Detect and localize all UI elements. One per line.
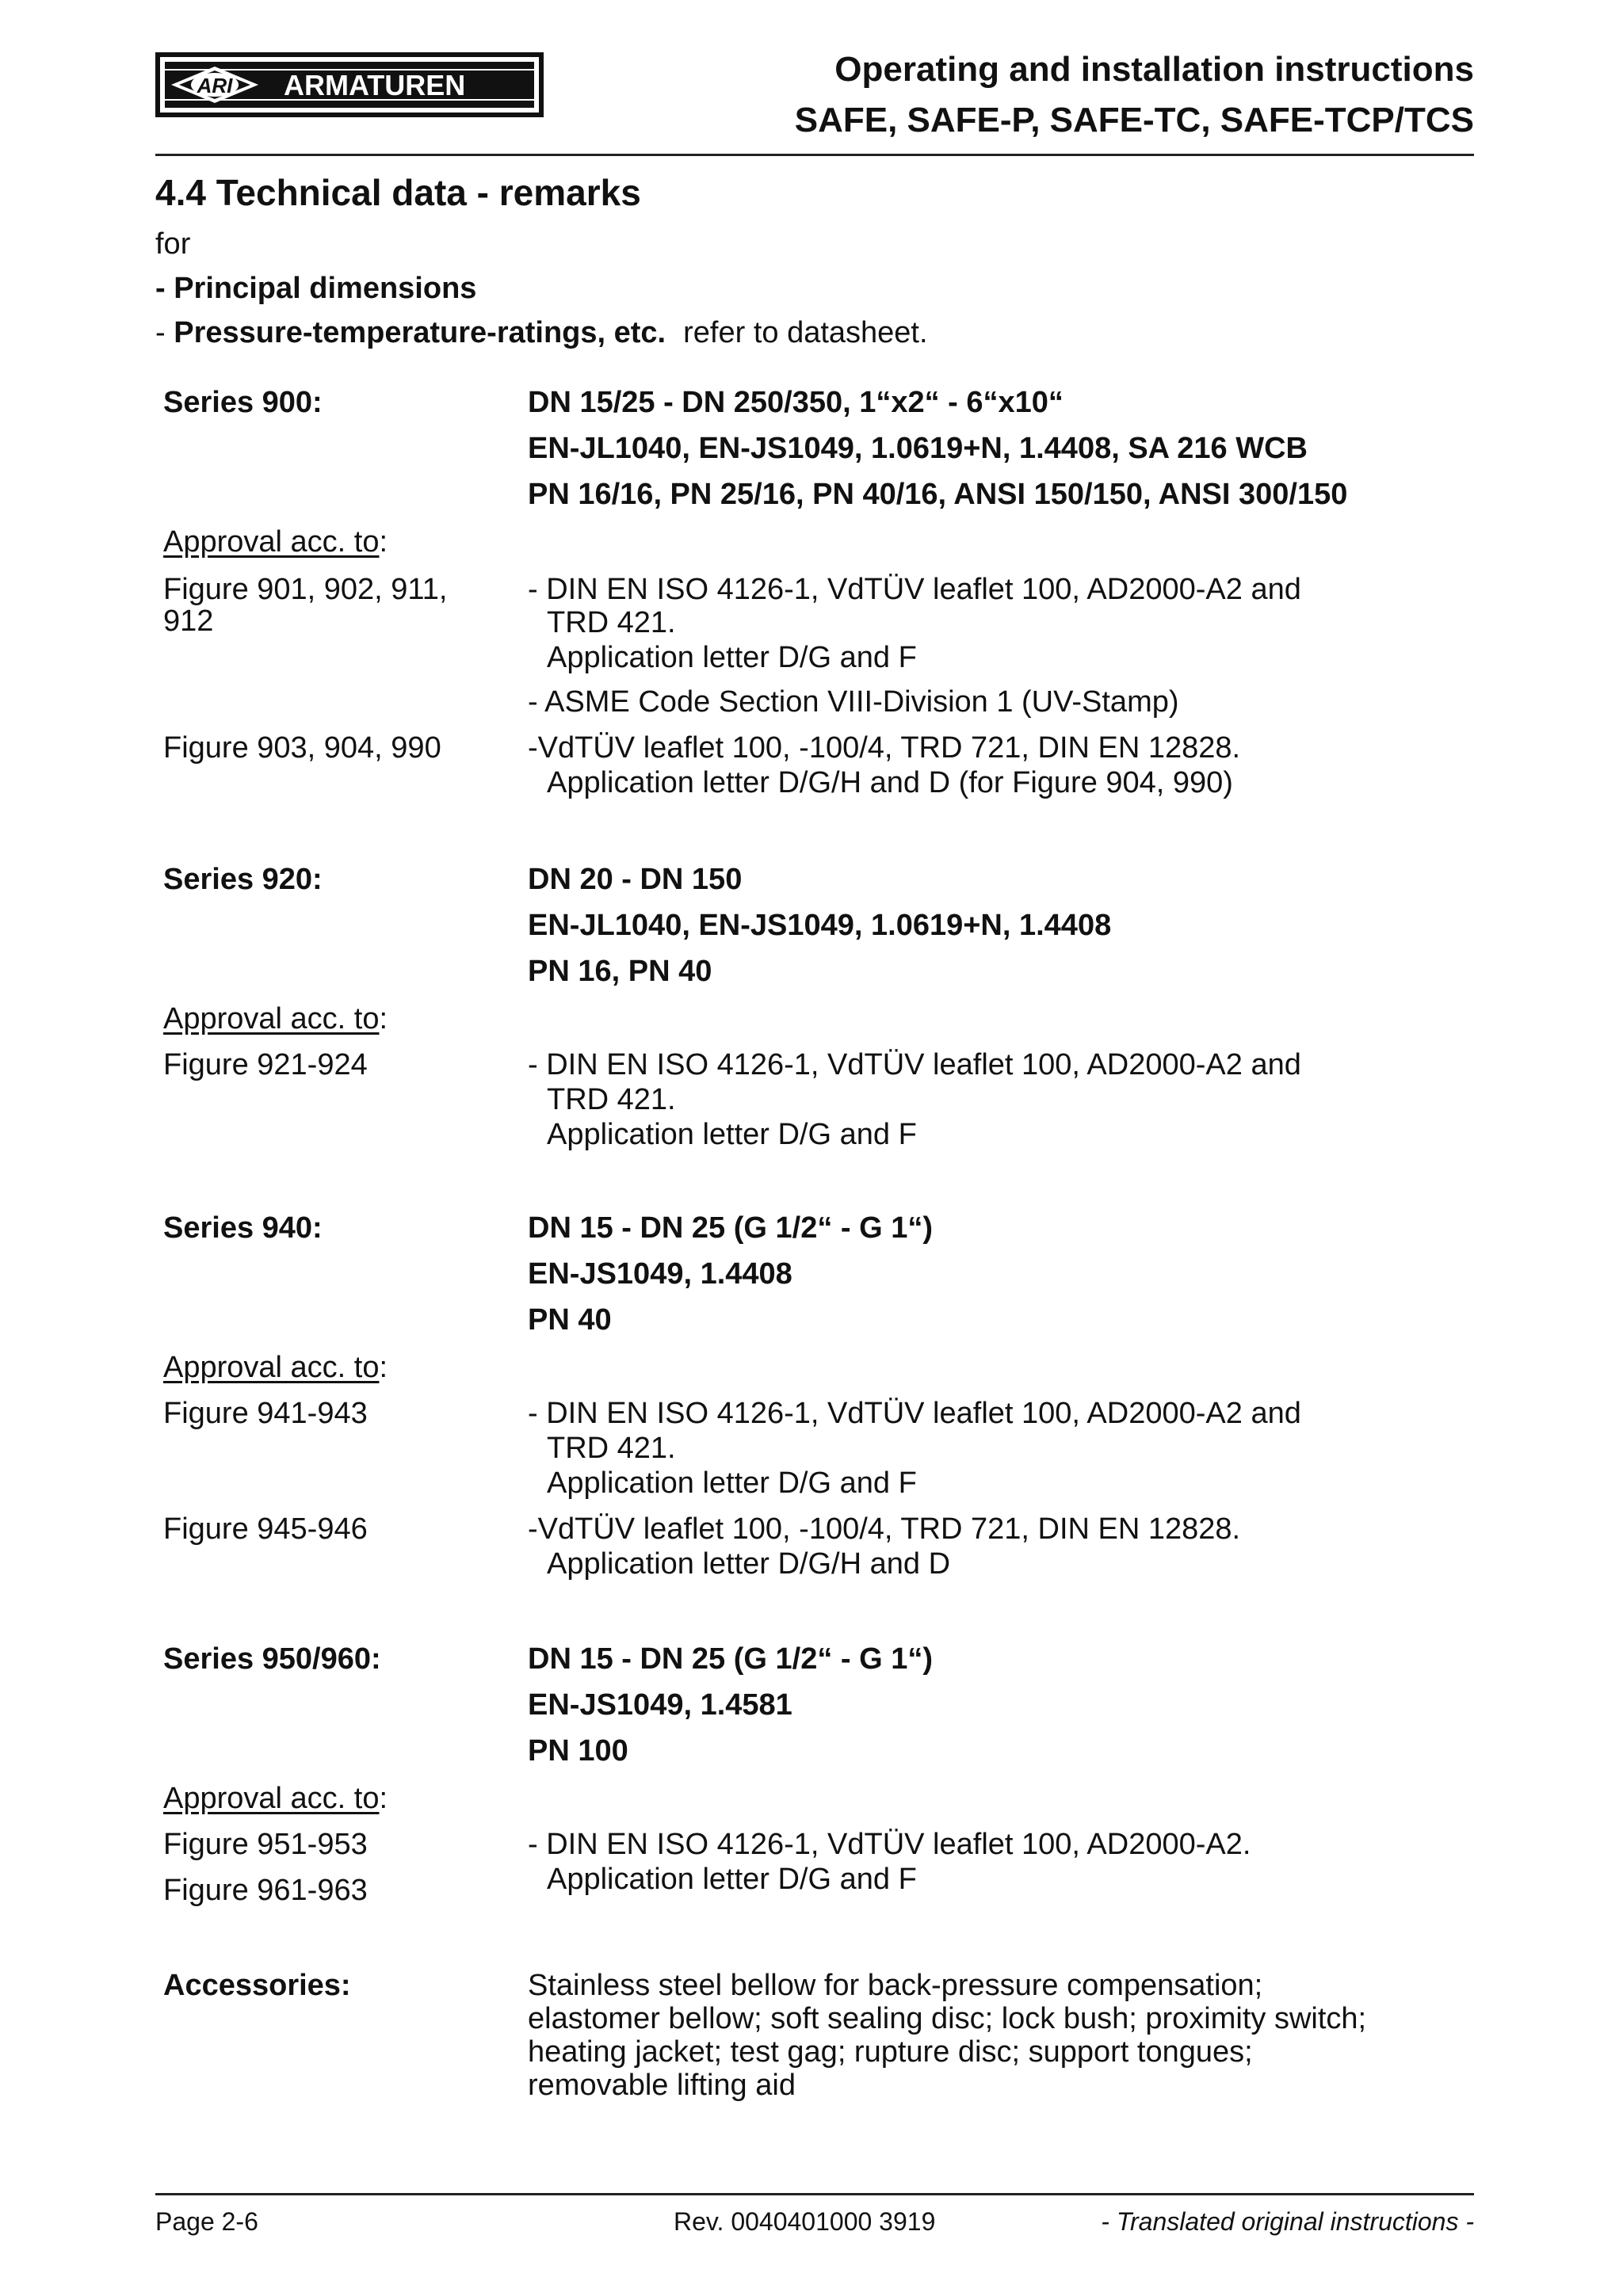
series-900-figure-group-1b: 912 (163, 605, 214, 638)
approval-label-text: Approval acc. to (163, 525, 380, 559)
series-940-approval-1-line1: - DIN EN ISO 4126-1, VdTÜV leaflet 100, AD2000-A2 and (528, 1397, 1301, 1430)
series-900-approval-label (163, 524, 388, 559)
series-900-approval-1-line2: TRD 421. (547, 606, 676, 639)
intro-for: for (155, 227, 191, 261)
series-900-approval-2-line2: Application letter D/G/H and D (for Figure 904, 990) (547, 766, 1233, 799)
series-940-approval-1-line2: TRD 421. (547, 1432, 676, 1465)
series-920-pressure: PN 16, PN 40 (528, 955, 712, 988)
approval-label-text: Approval acc. to (163, 1782, 380, 1815)
header-titles (795, 44, 1474, 146)
series-900-asme: - ASME Code Section VIII-Division 1 (UV-Stamp) (528, 685, 1179, 719)
series-920-approval-label (163, 1001, 388, 1036)
logo-ari-text: ARI (197, 74, 233, 97)
series-900-pressure: PN 16/16, PN 25/16, PN 40/16, ANSI 150/150, ANSI 300/150 (528, 478, 1348, 511)
approval-label-text: Approval acc. to (163, 1002, 380, 1035)
accessories-label: Accessories: (163, 1969, 351, 2002)
approval-colon: : (379, 525, 388, 559)
series-950-approval-line2: Application letter D/G and F (547, 1863, 917, 1896)
series-900-size: DN 15/25 - DN 250/350, 1“x2“ - 6“x10“ (528, 386, 1064, 419)
series-940-label: Series 940: (163, 1211, 323, 1245)
series-940-approval-label (163, 1350, 388, 1385)
series-940-approval-2-line2: Application letter D/G/H and D (547, 1547, 951, 1581)
accessories-line1: Stainless steel bellow for back-pressure compensation; (528, 1969, 1263, 2002)
footer-revision: Rev. 0040401000 3919 (674, 2207, 936, 2236)
approval-colon: : (379, 1002, 388, 1035)
series-950-approval-line1: - DIN EN ISO 4126-1, VdTÜV leaflet 100, AD2000-A2. (528, 1828, 1251, 1861)
series-920-approval-line2: TRD 421. (547, 1083, 676, 1116)
ari-armaturen-logo (155, 52, 544, 117)
series-900-figure-group-2: Figure 903, 904, 990 (163, 731, 441, 765)
series-940-figure-group-2: Figure 945-946 (163, 1512, 368, 1546)
footer-divider (155, 2193, 1474, 2195)
page-header (155, 44, 1474, 154)
accessories-line4: removable lifting aid (528, 2069, 796, 2102)
series-900-approval-1-line3: Application letter D/G and F (547, 641, 917, 674)
intro-pressure-ratings-bold: Pressure-temperature-ratings, etc. (174, 316, 666, 349)
series-950-figure-group-2: Figure 961-963 (163, 1874, 368, 1907)
series-920-materials: EN-JL1040, EN-JS1049, 1.0619+N, 1.4408 (528, 909, 1112, 942)
series-900-approval-2-line1: -VdTÜV leaflet 100, -100/4, TRD 721, DIN EN 12828. (528, 731, 1241, 765)
header-divider (155, 154, 1474, 156)
series-920-figure-group: Figure 921-924 (163, 1048, 368, 1081)
series-920-approval-line1: - DIN EN ISO 4126-1, VdTÜV leaflet 100, AD2000-A2 and (528, 1048, 1301, 1081)
approval-colon: : (379, 1782, 388, 1815)
intro-dash: - (155, 316, 174, 349)
series-950-figure-group-1: Figure 951-953 (163, 1828, 368, 1861)
footer-note: - Translated original instructions - (1101, 2207, 1474, 2236)
series-950-size: DN 15 - DN 25 (G 1/2“ - G 1“) (528, 1642, 934, 1676)
series-940-materials: EN-JS1049, 1.4408 (528, 1257, 792, 1291)
series-940-size: DN 15 - DN 25 (G 1/2“ - G 1“) (528, 1211, 934, 1245)
footer-page-number: Page 2-6 (155, 2207, 258, 2236)
series-900-figure-group-1a: Figure 901, 902, 911, (163, 573, 448, 606)
logo-brand-text: ARMATUREN (284, 69, 466, 101)
series-900-materials: EN-JL1040, EN-JS1049, 1.0619+N, 1.4408, SA 216 WCB (528, 432, 1308, 465)
series-900-label: Series 900: (163, 386, 323, 419)
intro-principal-dimensions: - Principal dimensions (155, 272, 477, 305)
series-950-materials: EN-JS1049, 1.4581 (528, 1688, 792, 1722)
series-940-approval-1-line3: Application letter D/G and F (547, 1466, 917, 1500)
series-940-pressure: PN 40 (528, 1303, 612, 1337)
series-950-approval-label (163, 1781, 388, 1816)
series-950-pressure: PN 100 (528, 1734, 628, 1768)
header-title-line1: Operating and installation instructions (834, 50, 1474, 89)
intro-refer-datasheet: refer to datasheet. (683, 316, 928, 349)
intro-pressure-ratings (155, 311, 928, 355)
series-940-approval-2-line1: -VdTÜV leaflet 100, -100/4, TRD 721, DIN EN 12828. (528, 1512, 1241, 1546)
section-title: 4.4 Technical data - remarks (155, 172, 641, 213)
approval-label-text: Approval acc. to (163, 1351, 380, 1384)
accessories-line2: elastomer bellow; soft sealing disc; lock bush; proximity switch; (528, 2002, 1367, 2035)
approval-colon: : (379, 1351, 388, 1384)
series-920-approval-line3: Application letter D/G and F (547, 1118, 917, 1151)
series-920-size: DN 20 - DN 150 (528, 863, 743, 896)
series-950-label: Series 950/960: (163, 1642, 381, 1676)
intro-block (155, 222, 928, 355)
series-920-label: Series 920: (163, 863, 323, 896)
series-940-figure-group-1: Figure 941-943 (163, 1397, 368, 1430)
logo-graphic (155, 52, 544, 117)
accessories-line3: heating jacket; test gag; rupture disc; support tongues; (528, 2035, 1253, 2069)
header-title-line2: SAFE, SAFE-P, SAFE-TC, SAFE-TCP/TCS (794, 101, 1474, 139)
series-900-approval-1-line1: - DIN EN ISO 4126-1, VdTÜV leaflet 100, AD2000-A2 and (528, 573, 1301, 606)
